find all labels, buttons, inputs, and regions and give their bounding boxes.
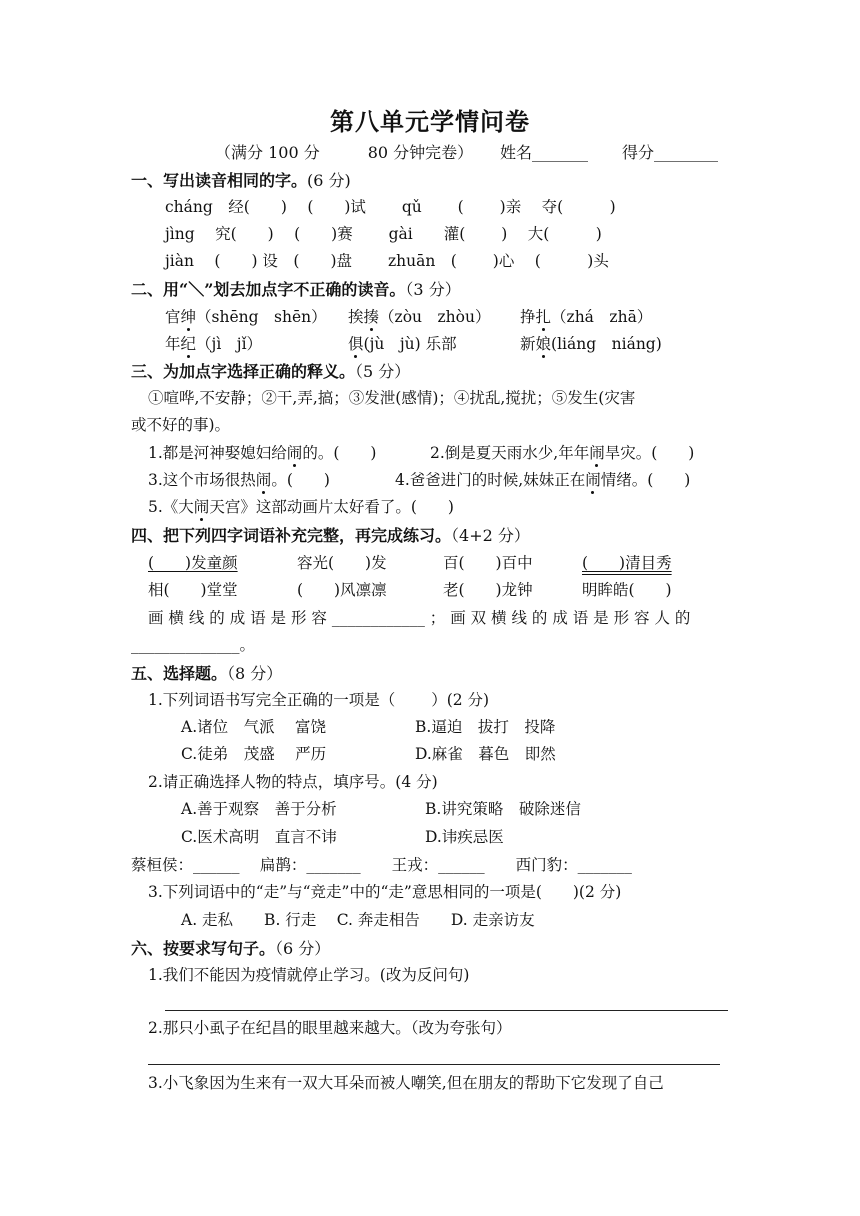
section-1-heading: 一、写出读音相同的字。(6 分) bbox=[131, 171, 351, 190]
s3-question-4: 4.爸爸进门的时候,妹妹正在闹情绪。( ) bbox=[395, 471, 691, 489]
s6-question-1: 1.我们不能因为疫情就停止学习。(改为反问句) bbox=[148, 966, 470, 984]
page-title: 第八单元学情问卷 bbox=[330, 107, 530, 136]
s2-item-1: 官绅（shēng shēn） bbox=[165, 308, 327, 326]
s5-q2-option-c: C.医术高明 直言不讳 bbox=[181, 828, 337, 846]
s3-question-5: 5.《大闹天宫》这部动画片太好看了。( ) bbox=[148, 498, 454, 516]
s3-question-3: 3.这个市场很热闹。( ) bbox=[148, 471, 330, 489]
s4-idiom-1: ( )发童颜 bbox=[148, 554, 238, 572]
name-field: 姓名_______ bbox=[500, 143, 589, 162]
s5-q1-option-c: C.徒弟 茂盛 严历 bbox=[181, 745, 327, 763]
section-6-heading: 六、按要求写句子。（6 分） bbox=[131, 939, 331, 958]
s5-question-3: 3.下列词语中的“走”与“竞走”中的“走”意思相同的一项是( )(2 分) bbox=[148, 883, 622, 901]
s2-item-5: 俱(jù jù) 乐部 bbox=[348, 335, 457, 353]
s5-q2-option-a: A.善于观察 善于分析 bbox=[181, 800, 337, 818]
s4-fill-line-1: 画 横 线 的 成 语 是 形 容 ____________ ； 画 双 横 线 的 成 语 是 形 容 人 的 bbox=[148, 609, 691, 627]
score-field: 得分________ bbox=[622, 143, 719, 162]
s4-idiom-4: ( )清目秀 bbox=[582, 554, 672, 572]
s5-q1-option-b: B.逼迫 拔打 投降 bbox=[415, 718, 556, 736]
s6-question-3: 3.小飞象因为生来有一双大耳朵而被人嘲笑,但在朋友的帮助下它发现了自己 bbox=[148, 1074, 664, 1092]
s5-q2-option-b: B.讲究策略 破除迷信 bbox=[425, 800, 581, 818]
s4-idiom-3: 百( )百中 bbox=[443, 554, 533, 572]
s2-item-4: 年纪（jì jǐ） bbox=[165, 335, 263, 353]
section-5-heading: 五、选择题。（8 分） bbox=[131, 664, 283, 683]
s3-question-1: 1.都是河神娶媳妇给闹的。( ) bbox=[148, 444, 377, 462]
s1-row-2: jìng 究( ) ( )赛 gài 灌( ) 大( ) bbox=[165, 225, 602, 243]
s5-question-2: 2.请正确选择人物的特点，填序号。(4 分) bbox=[148, 773, 438, 791]
s5-q2-fill: 蔡桓侯：______ 扁鹊：_______ 王戎：______ 西门豹：_______ bbox=[131, 856, 632, 874]
section-2-heading: 二、用“＼”划去加点字不正确的读音。（3 分） bbox=[131, 280, 461, 299]
s6-question-2: 2.那只小虱子在纪昌的眼里越来越大。（改为夸张句） bbox=[148, 1019, 512, 1037]
s4-idiom-8: 明眸皓( ) bbox=[582, 581, 672, 599]
s4-fill-line-2: ______________。 bbox=[131, 636, 256, 654]
section-3-heading: 三、为加点字选择正确的释义。（5 分） bbox=[131, 362, 411, 381]
s1-row-1: cháng 经( ) ( )试 qǔ ( )亲 夺( ) bbox=[165, 198, 616, 216]
s2-item-3: 挣扎（zhá zhā） bbox=[520, 308, 653, 326]
s5-q1-option-a: A.诸位 气派 富饶 bbox=[181, 718, 327, 736]
s5-q3-options: A. 走私 B. 行走 C. 奔走相告 D. 走亲访友 bbox=[181, 911, 535, 929]
s3-question-2: 2.倒是夏天雨水少,年年闹旱灾。( ) bbox=[430, 444, 695, 462]
s5-q2-option-d: D.讳疾忌医 bbox=[425, 828, 504, 846]
s5-q1-option-d: D.麻雀 暮色 即然 bbox=[415, 745, 556, 763]
s1-row-3: jiàn ( ) 设 ( )盘 zhuān ( )心 ( )头 bbox=[165, 252, 609, 270]
s4-idiom-7: 老( )龙钟 bbox=[443, 581, 533, 599]
s4-idiom-5: 相( )堂堂 bbox=[148, 581, 238, 599]
s2-item-2: 挨揍（zòu zhòu） bbox=[348, 308, 491, 326]
s4-idiom-6: ( )风凛凛 bbox=[297, 581, 387, 599]
s2-item-6: 新娘(liáng niáng) bbox=[520, 335, 662, 353]
s6-q1-answer-line bbox=[165, 1010, 728, 1011]
s3-options-line-1: ①喧哗,不安静；②干,弄,搞；③发泄(感情)；④扰乱,搅扰；⑤发生(灾害 bbox=[148, 389, 636, 407]
score-time-note: （满分 100 分 80 分钟完卷） bbox=[215, 143, 474, 162]
s3-options-line-2: 或不好的事)。 bbox=[131, 416, 231, 434]
s4-idiom-2: 容光( )发 bbox=[297, 554, 387, 572]
s5-question-1: 1.下列词语书写完全正确的一项是（ ）(2 分) bbox=[148, 691, 490, 709]
section-4-heading: 四、把下列四字词语补充完整，再完成练习。（4+2 分） bbox=[131, 526, 530, 545]
s6-q2-answer-line bbox=[148, 1064, 720, 1065]
